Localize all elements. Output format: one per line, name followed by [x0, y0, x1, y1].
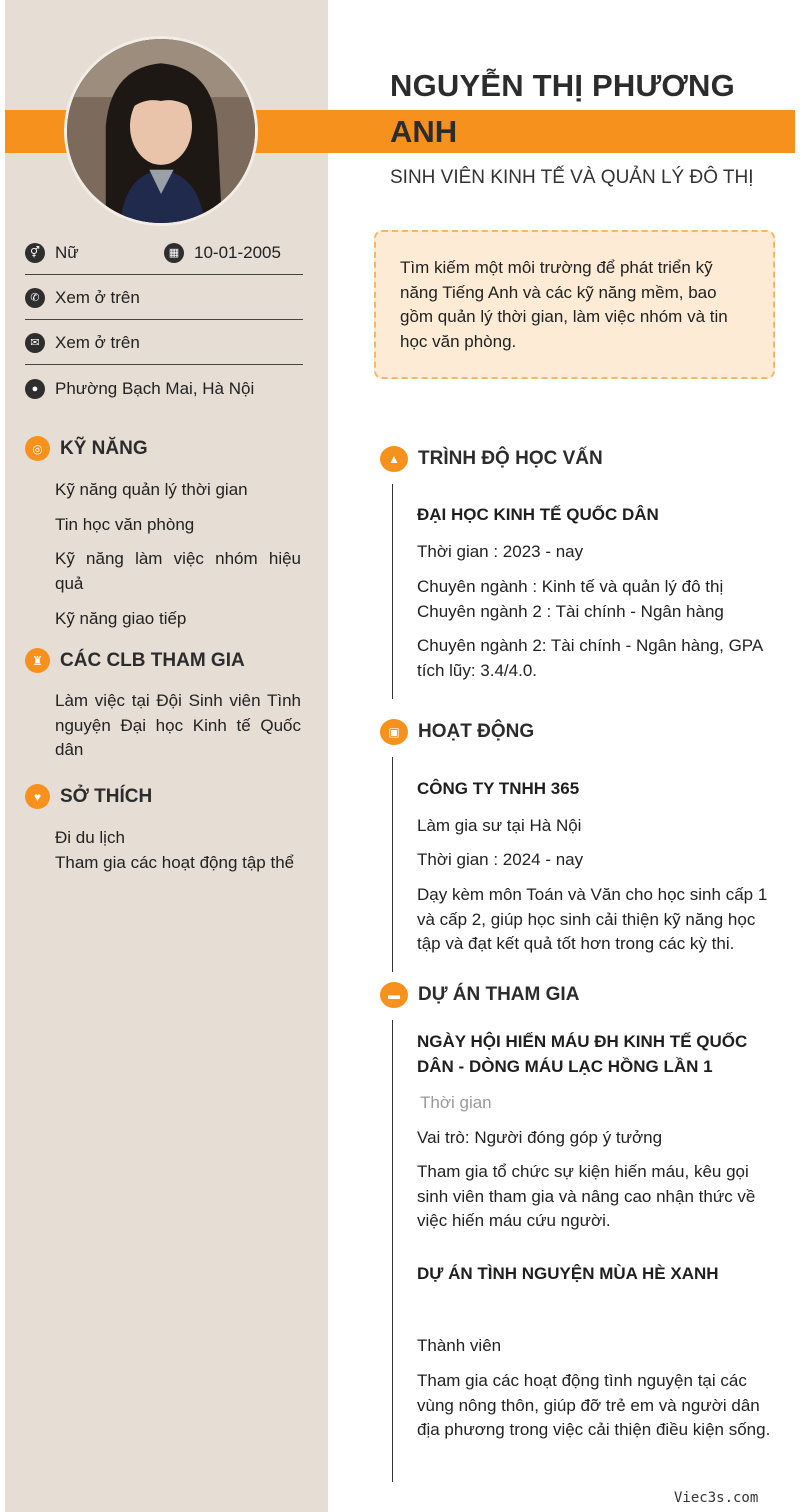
education-major-2: Chuyên ngành 2 : Tài chính - Ngân hàng: [417, 602, 724, 621]
profile-photo: [64, 36, 258, 226]
education-detail: Chuyên ngành 2: Tài chính - Ngân hàng, GPA tích lũy: 3.4/4.0.: [417, 636, 763, 680]
project-description: Tham gia các hoạt động tình nguyện tại các vùng nông thôn, giúp đỡ trẻ em và người dân địa phương trong việc cải thiện điều kiện sống.: [417, 1371, 771, 1439]
email-value: Xem ở trên: [55, 332, 140, 352]
skill-item: Tin học văn phòng: [55, 515, 195, 534]
heart-icon: ♥: [25, 784, 50, 809]
job-title: SINH VIÊN KINH TẾ VÀ QUẢN LÝ ĐÔ THỊ: [390, 167, 754, 188]
name-line-2: ANH: [390, 114, 458, 149]
contact-row-email: [25, 321, 303, 365]
projects-heading: [380, 982, 579, 1008]
calendar-icon: ▦: [164, 243, 184, 263]
clubs-text: Làm việc tại Đội Sinh viên Tình nguyện Đại học Kinh tế Quốc dân: [55, 691, 301, 759]
skill-item: Kỹ năng làm việc nhóm hiệu quả: [55, 549, 301, 593]
trophy-icon: ♜: [25, 648, 50, 673]
hobbies-heading-text: SỞ THÍCH: [60, 785, 153, 807]
birthdate-value: 10-01-2005: [194, 242, 281, 262]
activity-description: Dạy kèm môn Toán và Văn cho học sinh cấp 1 và cấp 2, giúp học sinh cải thiện kỹ năng học tập và đạt kết quả tốt hơn trong các kỳ thi.: [417, 885, 768, 953]
gender-value: Nữ: [55, 242, 79, 262]
clubs-heading-text: CÁC CLB THAM GIA: [60, 649, 245, 671]
activities-timeline: [392, 757, 393, 972]
skill-item: Kỹ năng quản lý thời gian: [55, 480, 248, 499]
project-role: Vai trò: Người đóng góp ý tưởng: [417, 1128, 663, 1147]
activity-period: Thời gian : 2024 - nay: [417, 850, 584, 869]
target-icon: ◎: [25, 436, 50, 461]
project-description: Tham gia tổ chức sự kiện hiến máu, kêu gọi sinh viên tham gia và nâng cao nhận thức về việc hiến máu cứu người.: [417, 1162, 756, 1230]
email-icon: ✉: [25, 333, 45, 353]
activity-organization: CÔNG TY TNHH 365: [417, 779, 580, 798]
watermark: Viec3s.com: [674, 1490, 759, 1506]
activities-heading-text: HOẠT ĐỘNG: [418, 721, 535, 742]
clubs-heading: [25, 648, 245, 673]
contact-row-gender-birthdate: [25, 231, 303, 275]
education-period: Thời gian : 2023 - nay: [417, 542, 584, 561]
hobby-item: Đi du lịch: [55, 828, 125, 847]
project-period: Thời gian: [420, 1093, 492, 1112]
education-major-1: Chuyên ngành : Kinh tế và quản lý đô thị: [417, 577, 724, 596]
education-heading: [380, 446, 603, 472]
graduation-cap-icon: ▲: [380, 446, 408, 472]
phone-icon: ✆: [25, 288, 45, 308]
hobbies-heading: [25, 784, 152, 809]
phone-value: Xem ở trên: [55, 287, 140, 307]
project-title: DỰ ÁN TÌNH NGUYỆN MÙA HÈ XANH: [417, 1264, 719, 1283]
projects-heading-text: DỰ ÁN THAM GIA: [418, 984, 580, 1005]
activity-role: Làm gia sư tại Hà Nội: [417, 816, 582, 835]
skill-item: Kỹ năng giao tiếp: [55, 609, 187, 628]
hobby-item: Tham gia các hoạt động tập thể: [55, 853, 295, 872]
contact-row-phone: [25, 276, 303, 320]
projects-timeline: [392, 1020, 393, 1482]
name-line-1: NGUYỄN THỊ PHƯƠNG: [390, 68, 735, 103]
activities-heading: [380, 719, 534, 745]
skills-heading-text: KỸ NĂNG: [60, 437, 148, 459]
contact-row-address: [25, 367, 303, 411]
education-timeline: [392, 484, 393, 699]
project-title: NGÀY HỘI HIẾN MÁU ĐH KINH TẾ QUỐC DÂN - DÒNG MÁU LẠC HỒNG LẦN 1: [417, 1032, 748, 1076]
project-role: Thành viên: [417, 1336, 502, 1355]
career-objective: Tìm kiếm một môi trường để phát triển kỹ năng Tiếng Anh và các kỹ năng mềm, bao gồm quản lý thời gian, làm việc nhóm và tin học văn phòng.: [374, 230, 775, 379]
education-heading-text: TRÌNH ĐỘ HỌC VẤN: [418, 448, 603, 469]
briefcase-icon: ▣: [380, 719, 408, 745]
folder-icon: ▬: [380, 982, 408, 1008]
gender-icon: ⚥: [25, 243, 45, 263]
address-value: Phường Bạch Mai, Hà Nội: [55, 379, 255, 398]
skills-heading: [25, 436, 148, 461]
school-name: ĐẠI HỌC KINH TẾ QUỐC DÂN: [417, 505, 659, 524]
location-icon: ●: [25, 379, 45, 399]
